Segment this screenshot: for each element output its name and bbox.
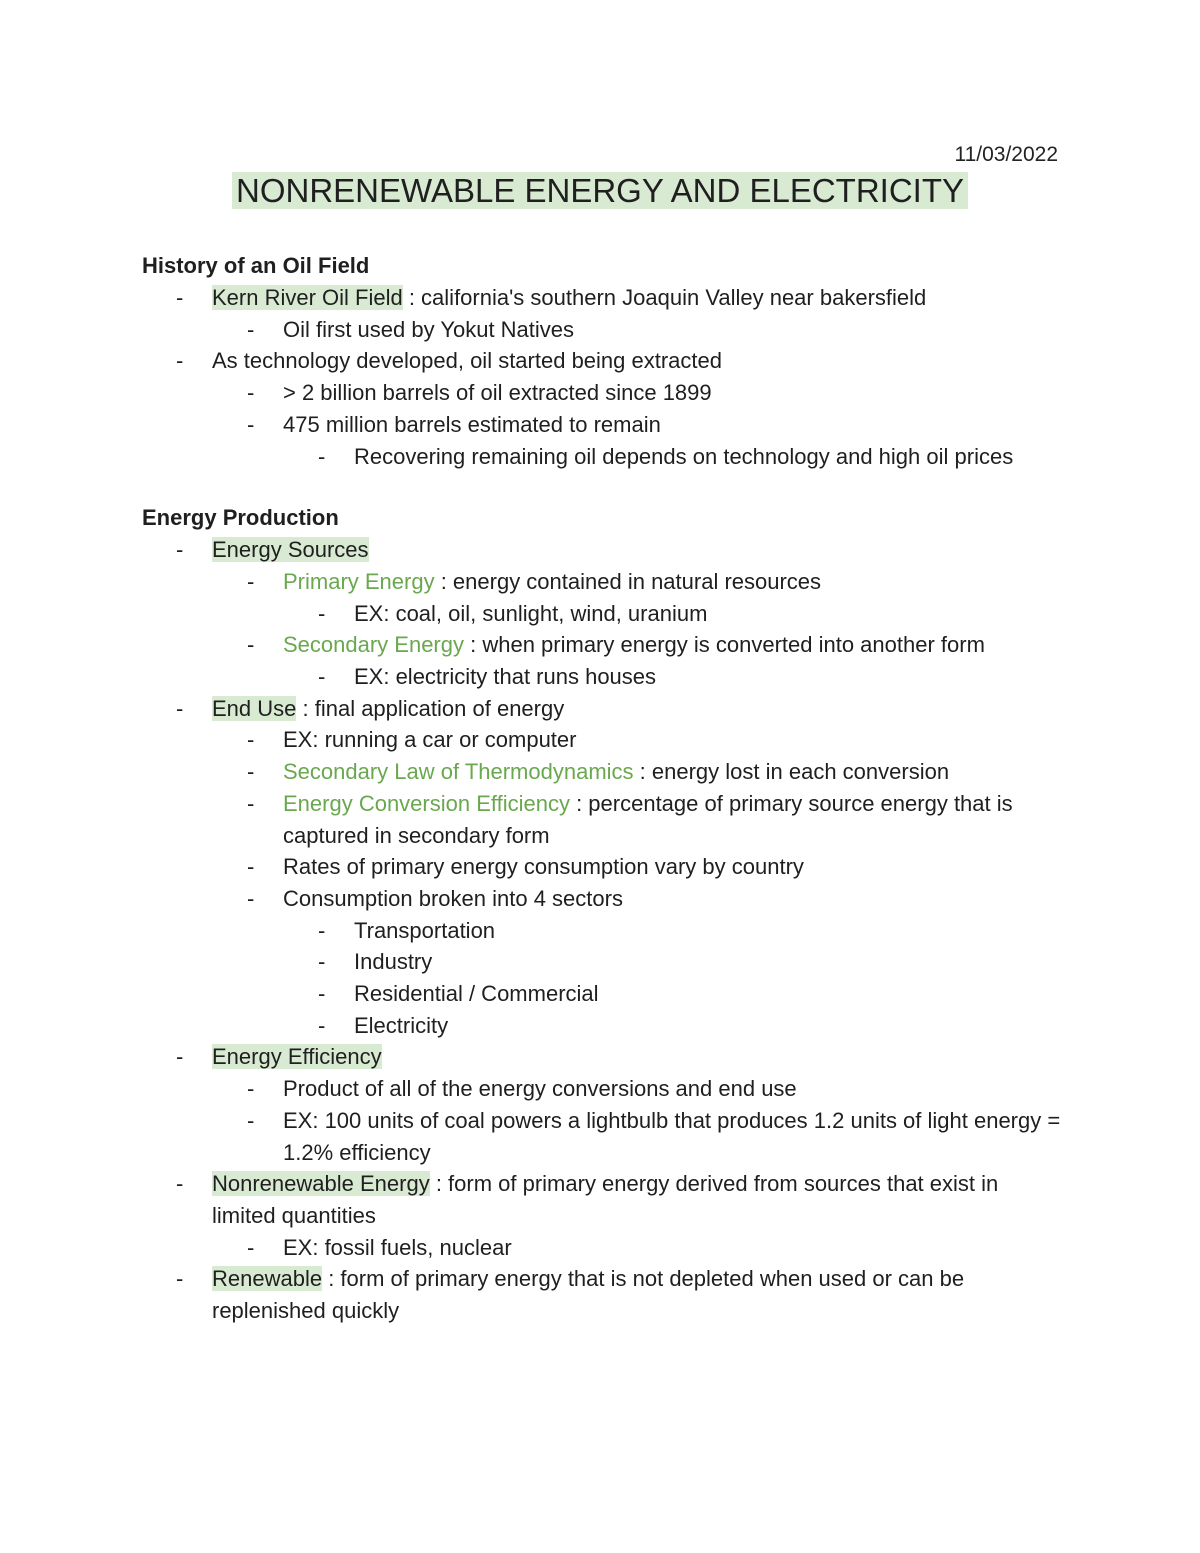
green-term: Primary Energy [283,568,435,594]
list-item [142,1073,1062,1105]
list-item [142,915,1062,947]
section-spacer [142,472,1062,502]
list-item [142,756,1062,788]
item-text: 475 million barrels estimated to remain [283,411,661,437]
list-item [142,724,1062,756]
item-text: EX: 100 units of coal powers a lightbulb that produces 1.2 units of light energy = 1.2% efficiency [283,1107,1061,1165]
item-text: Product of all of the energy conversions and end use [283,1076,797,1102]
note-date: 11/03/2022 [954,143,1058,166]
definition-text: : final application of energy [296,695,565,721]
bullet-dash: - [176,695,184,721]
highlighted-term: Energy Efficiency [212,1044,382,1070]
list-item [142,1232,1062,1264]
page-title: NONRENEWABLE ENERGY AND ELECTRICITY [232,172,968,209]
highlighted-term: Renewable [212,1266,323,1292]
item-text: Electricity [354,1012,449,1038]
bullet-dash: - [247,568,255,594]
item-text: Consumption broken into 4 sectors [283,885,623,911]
list-item [142,1263,1062,1326]
green-term: Energy Conversion Efficiency [283,790,570,816]
item-text: Oil first used by Yokut Natives [283,316,575,342]
bullet-dash: - [176,537,184,563]
item-text: Residential / Commercial [354,981,599,1007]
definition-text: : percentage of primary source energy that is captured in secondary form [283,790,1013,848]
bullet-dash: - [318,949,326,975]
list-item [142,282,1062,314]
item-text: EX: coal, oil, sunlight, wind, uranium [354,600,708,626]
bullet-dash: - [247,885,255,911]
list-item [142,883,1062,915]
bullet-dash: - [176,1171,184,1197]
bullet-dash: - [247,411,255,437]
bullet-dash: - [247,1107,255,1133]
list-item [142,788,1062,851]
bullet-dash: - [318,600,326,626]
list-item [142,946,1062,978]
list-item [142,978,1062,1010]
list-item [142,661,1062,693]
bullet-dash: - [176,348,184,374]
bullet-dash: - [176,1266,184,1292]
notes-body [142,250,1062,1327]
bullet-dash: - [247,854,255,880]
bullet-dash: - [247,1234,255,1260]
bullet-dash: - [318,443,326,469]
item-text: Transportation [354,917,496,943]
definition-text: : energy lost in each conversion [633,759,950,785]
definition-text: : when primary energy is converted into another form [464,632,985,658]
definition-text: : california's southern Joaquin Valley near bakersfield [402,285,927,310]
green-term: Secondary Energy [283,632,464,658]
list-item [142,566,1062,598]
bullet-dash: - [176,285,184,310]
bullet-dash: - [247,790,255,816]
list-item [142,441,1062,473]
list-item [142,534,1062,566]
bullet-dash: - [318,1012,326,1038]
bullet-dash: - [247,759,255,785]
green-term: Secondary Law of Thermodynamics [283,759,634,785]
bullet-dash: - [318,664,326,690]
highlighted-term: Nonrenewable Energy [212,1171,430,1197]
bullet-dash: - [247,727,255,753]
item-text: EX: electricity that runs houses [354,664,657,690]
list-item [142,1105,1062,1168]
section-heading-history: History of an Oil Field [142,253,370,278]
bullet-dash: - [247,632,255,658]
bullet-dash: - [247,380,255,406]
definition-text: : energy contained in natural resources [434,568,822,594]
list-item [142,1010,1062,1042]
highlighted-term: Energy Sources [212,537,369,563]
item-text: Industry [354,949,433,975]
list-item [142,345,1062,377]
bullet-dash: - [247,1076,255,1102]
item-text: Rates of primary energy consumption vary by country [283,854,804,880]
list-item [142,693,1062,725]
section-heading-production: Energy Production [142,505,339,531]
list-item [142,409,1062,441]
bullet-dash: - [318,917,326,943]
item-text: Recovering remaining oil depends on technology and high oil prices [354,443,1014,469]
bullet-dash: - [247,316,255,342]
item-text: EX: fossil fuels, nuclear [283,1234,512,1260]
list-item [142,377,1062,409]
highlighted-term: End Use [212,695,297,721]
bullet-dash: - [176,1044,184,1070]
item-text: EX: running a car or computer [283,727,577,753]
list-item [142,629,1062,661]
list-item [142,598,1062,630]
bullet-dash: - [318,981,326,1007]
list-item [142,1168,1062,1231]
list-item [142,1041,1062,1073]
list-item [142,314,1062,346]
page-title-wrapper [0,172,1200,210]
highlighted-term: Kern River Oil Field [212,285,403,310]
list-item [142,851,1062,883]
item-text: As technology developed, oil started being extracted [212,348,722,374]
definition-text: : form of primary energy derived from sources that exist in limited quantities [212,1171,999,1228]
item-text: > 2 billion barrels of oil extracted since 1899 [283,380,712,406]
definition-text: : form of primary energy that is not depleted when used or can be replenished quickly [212,1266,965,1324]
